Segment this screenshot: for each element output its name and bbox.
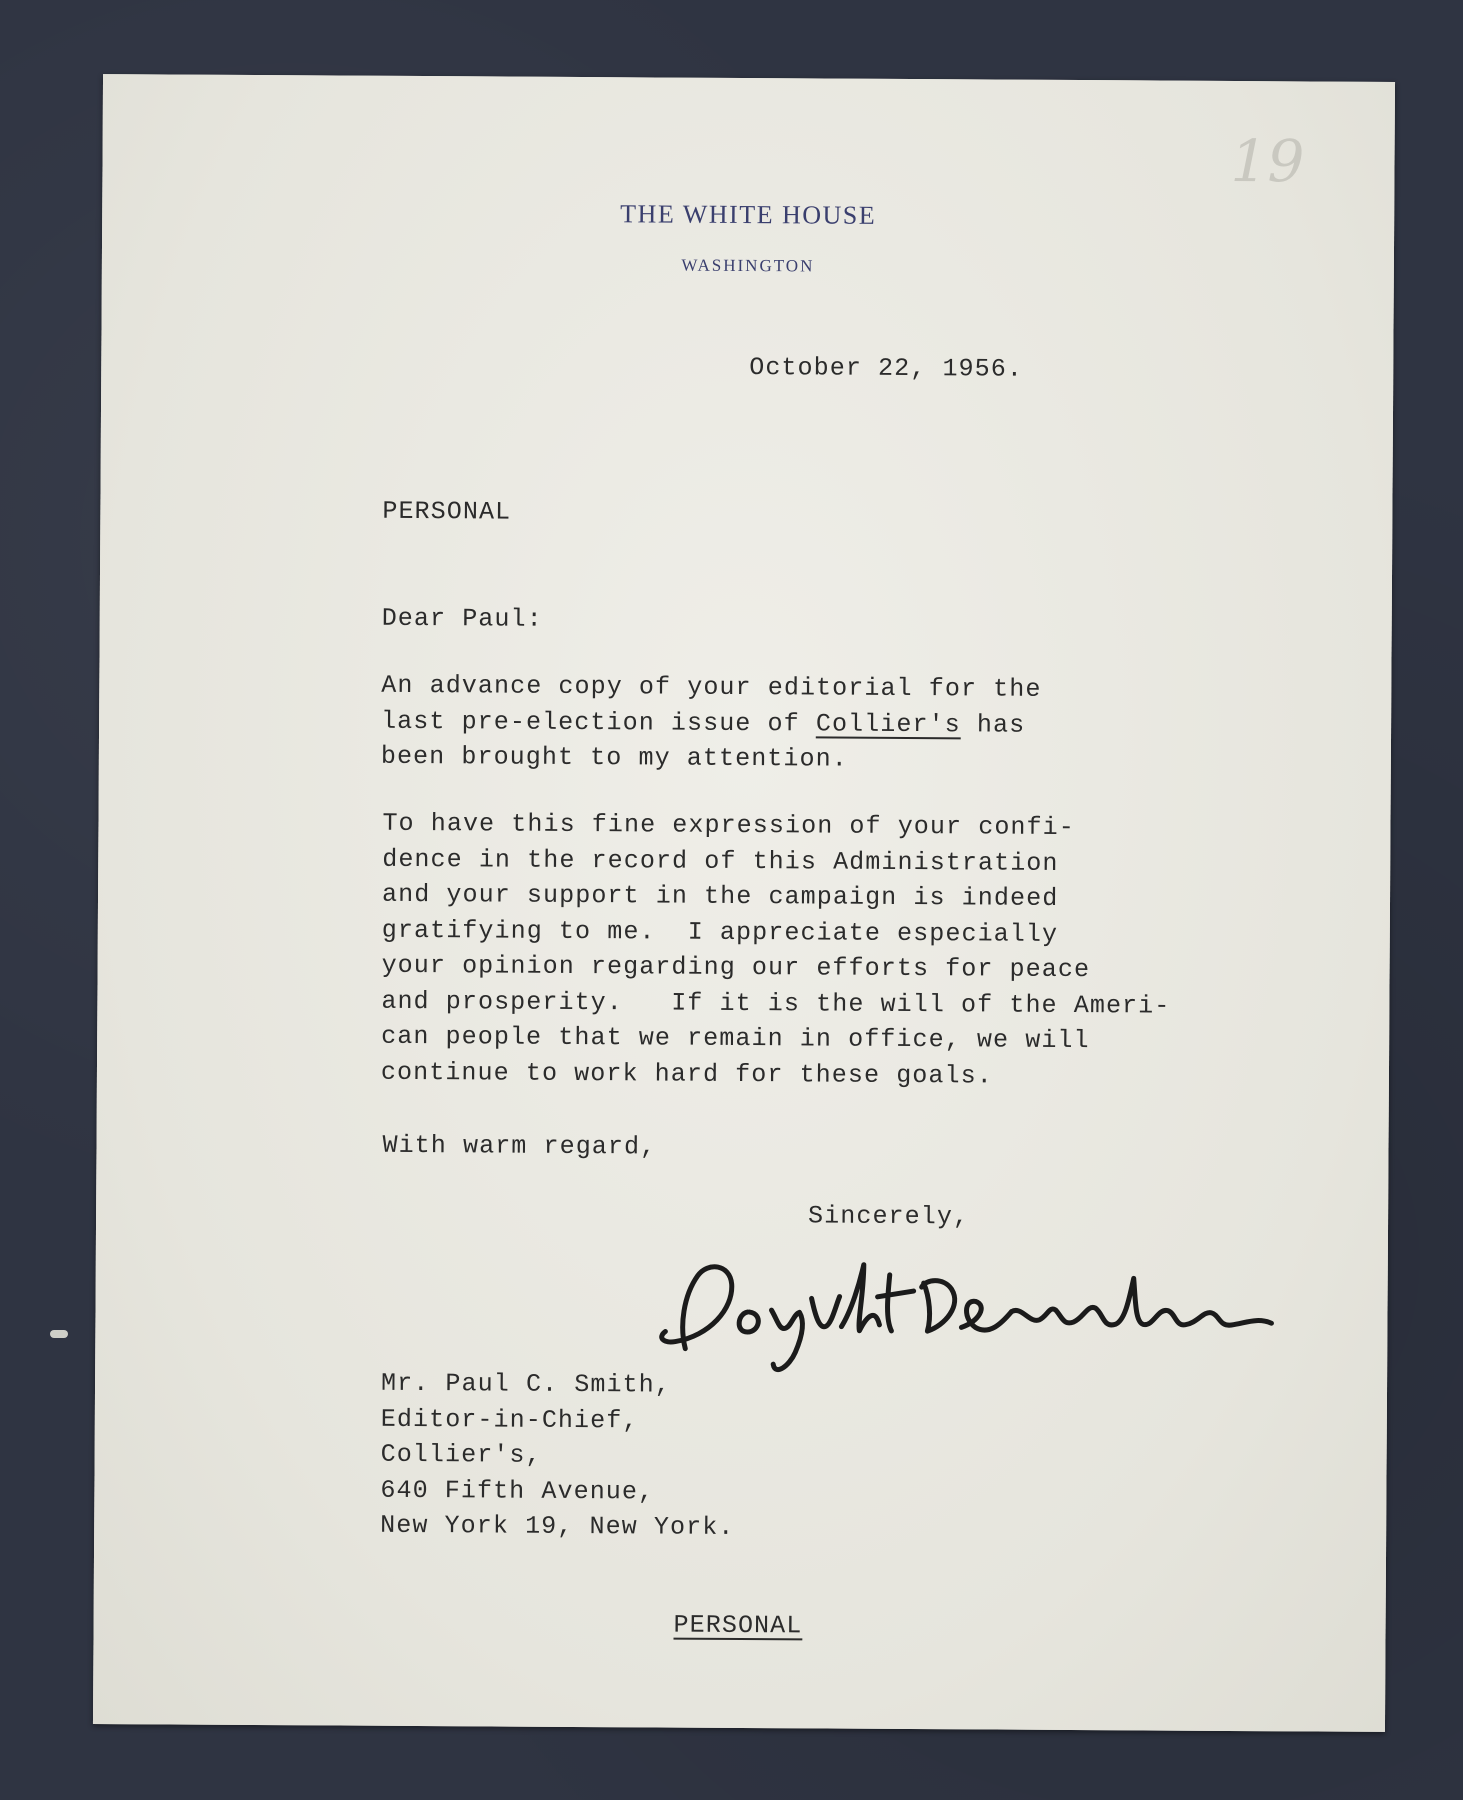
signature <box>645 1233 1306 1377</box>
paragraph-2-line: your opinion regarding our efforts for peace <box>381 950 1091 985</box>
paragraph-2-line: dence in the record of this Administration <box>382 844 1059 878</box>
closing-line: With warm regard, <box>382 1130 657 1162</box>
address-line: New York 19, New York. <box>380 1510 735 1542</box>
paragraph-1-line-3: been brought to my attention. <box>380 741 848 774</box>
recipient-address <box>380 1366 735 1546</box>
salutation: Dear Paul: <box>381 603 543 634</box>
paragraph-1-line-2-start: last pre-election issue of <box>381 706 816 738</box>
address-line: Editor-in-Chief, <box>380 1404 639 1435</box>
paragraph-1 <box>381 668 1042 779</box>
address-line: 640 Fifth Avenue, <box>380 1475 655 1506</box>
page-number: 19 <box>1230 126 1305 196</box>
paragraph-2-line: continue to work hard for these goals. <box>380 1057 993 1091</box>
paragraph-1-line-1: An advance copy of your editorial for the <box>381 670 1042 704</box>
letter-date: October 22, 1956. <box>749 353 1024 384</box>
publication-title: Collier's <box>815 708 961 739</box>
sign-off: Sincerely, <box>808 1201 970 1232</box>
marking-personal-bottom: PERSONAL <box>673 1610 803 1641</box>
paragraph-2-line: and prosperity. If it is the will of the Ameri- <box>381 986 1171 1021</box>
paper-speck <box>50 1330 68 1338</box>
paragraph-2-line: To have this fine expression of your confi- <box>382 808 1075 843</box>
paragraph-2-line: can people that we remain in office, we will <box>381 1021 1090 1056</box>
address-line: Collier's, <box>380 1439 542 1470</box>
paragraph-2 <box>381 806 1172 1095</box>
letterhead-subtitle: WASHINGTON <box>681 255 815 276</box>
paragraph-2-line: and your support in the campaign is indeed <box>381 879 1059 913</box>
letterhead-title: THE WHITE HOUSE <box>620 199 877 230</box>
marking-personal-top: PERSONAL <box>382 496 512 527</box>
address-line: Mr. Paul C. Smith, <box>380 1368 672 1400</box>
paragraph-1-line-2-end: has <box>960 709 1026 740</box>
paragraph-2-line: gratifying to me. I appreciate especially <box>381 915 1059 949</box>
letter-page <box>93 74 1395 1732</box>
